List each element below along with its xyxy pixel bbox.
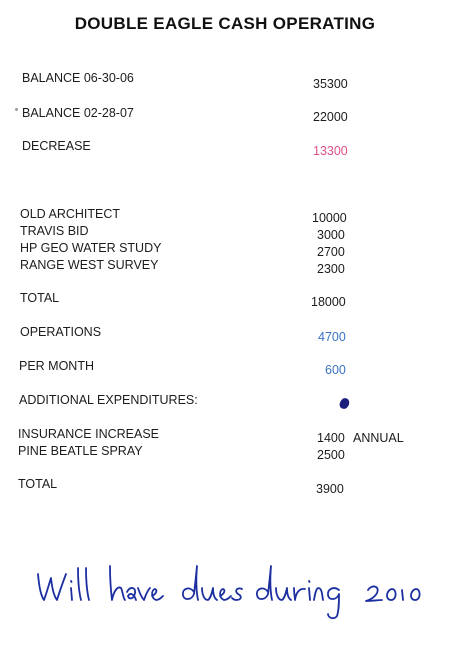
operations-label: OPERATIONS [20,325,102,339]
handwritten-note [30,560,440,620]
expense-label: OLD ARCHITECT [20,207,121,221]
expense-label: TRAVIS BID [20,224,89,238]
decrease-value: 13300 [313,144,348,158]
expense-label: RANGE WEST SURVEY [20,258,159,272]
scan-speck [15,108,18,111]
insurance-value: 1400 [317,431,345,445]
operations-value: 4700 [318,330,346,344]
balance-start-label: BALANCE 06-30-06 [22,71,134,85]
expense-value: 2700 [317,245,345,259]
balance-end-label: BALANCE 02-28-07 [22,106,134,120]
total-value: 3900 [316,482,344,496]
pine-beatle-value: 2500 [317,448,345,462]
insurance-label: INSURANCE INCREASE [18,427,159,441]
expense-label: HP GEO WATER STUDY [20,241,162,255]
page-title: DOUBLE EAGLE CASH OPERATING [74,14,376,33]
insurance-annual-note: ANNUAL [353,431,404,445]
expense-value: 10000 [312,211,347,225]
balance-end-value: 22000 [313,110,348,124]
expense-value: 2300 [317,262,345,276]
total-label: TOTAL [20,291,60,305]
decrease-label: DECREASE [22,139,91,153]
additional-expenditures-label: ADDITIONAL EXPENDITURES: [19,393,198,407]
balance-start-value: 35300 [313,77,348,91]
total-value: 18000 [311,295,346,309]
pine-beatle-label: PINE BEATLE SPRAY [18,444,143,458]
ink-dot [338,397,350,410]
per-month-label: PER MONTH [19,359,94,373]
total-label: TOTAL [18,477,58,491]
per-month-value: 600 [325,363,346,377]
expense-value: 3000 [317,228,345,242]
